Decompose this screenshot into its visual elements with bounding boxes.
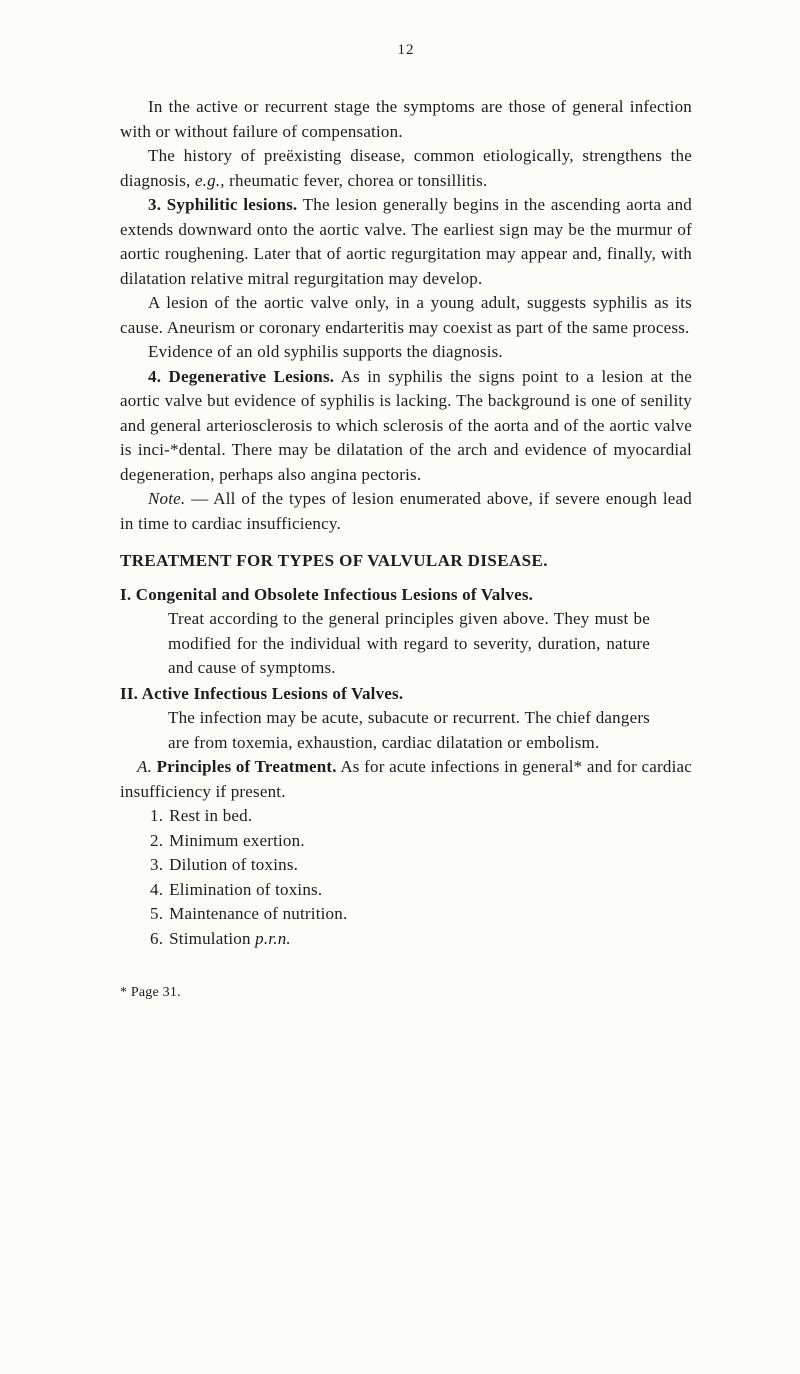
paragraph-evidence [120,340,692,365]
list-item-number: 3. [150,855,164,874]
list-item [150,853,692,878]
list-item [150,878,692,903]
list-item-text: Rest in bed. [169,806,253,825]
section-2-body: The infection may be acute, subacute or recurrent. The chief dangers are from toxemia, exhaustion, cardiac dilatation or embolism. [168,708,650,752]
list-item-text: Dilution of toxins. [169,855,299,874]
list-item-abbrev-prn: p.r.n. [255,928,291,948]
section-2-heading: II. Active Infectious Lesions of Valves. [120,683,404,703]
section-1-heading: I. Congenital and Obsolete Infectious Lesions of Valves. [120,584,534,604]
paragraph-text: In the active or recurrent stage the symptoms are those of general infection with or without failure of compensation. [120,97,692,141]
section-1-body: Treat according to the general principles given above. They must be modified for the individual with regard to severity, duration, nature and cause of symptoms. [168,609,650,677]
note-label: Note. [148,489,186,508]
list-item [150,829,692,854]
lead-degenerative-lesions: 4. Degenerative Lesions. [148,366,335,386]
footnote-page-31: * Page 31. [120,985,181,1000]
paragraph-text: Evidence of an old syphilis supports the diagnosis. [148,342,503,361]
list-item-number: 5. [150,904,164,923]
paragraph-text: The lesion generally begins in the ascending aorta and extends downward onto the aortic valve. The earliest sign may be the murmur of aortic roughening. Later that of aortic regurgitation may appear and, finally, with dilatation relative mitral regurgitation may develop. [120,195,692,288]
paragraph-text: As for acute infections in general* and for cardiac insufficiency if present. [120,757,692,801]
list-item-number: 1. [150,806,164,825]
principles-label: A. [137,757,153,776]
paragraph-text: — All of the types of lesion enumerated above, if severe enough lead in time to cardiac insufficiency. [120,489,692,533]
list-item [150,927,692,952]
list-item-number: 6. [150,928,164,948]
paragraph-text: A lesion of the aortic valve only, in a young adult, suggests syphilis as its cause. Aneurism or coronary endarteritis may coexist as part of the same process. [120,293,692,337]
paragraph-syphilitic-lesions [120,193,692,291]
paragraph-history [120,144,692,193]
paragraph-text: The history of preëxisting disease, common etiologically, strengthens the diagnosis, [120,146,692,190]
page-content [120,95,692,1006]
list-item-text: Stimulation [169,928,256,948]
paragraph-principles-of-treatment [120,755,692,804]
principles-list [150,804,692,951]
paragraph-active-stage [120,95,692,144]
principles-lead: Principles of Treatment. [152,757,337,776]
list-item-number: 2. [150,830,164,850]
list-item-text: Minimum exertion. [169,830,305,850]
list-item-text: Maintenance of nutrition. [169,904,348,923]
lead-syphilitic-lesions: 3. Syphilitic lesions. [148,195,298,214]
list-item [150,902,692,927]
list-item [150,804,692,829]
treatment-heading: TREATMENT FOR TYPES OF VALVULAR DISEASE. [120,551,548,570]
paragraph-aortic-lesion [120,291,692,340]
list-item-text: Elimination of toxins. [169,879,323,899]
list-item-number: 4. [150,879,164,899]
paragraph-note [120,487,692,536]
paragraph-text: rheumatic fever, chorea or tonsillitis. [224,170,488,190]
paragraph-text: As in syphilis the signs point to a lesion at the aortic valve but evidence of syphilis is lacking. The background is one of senility and general arteriosclerosis to which sclerosis of the aorta and of the aortic valve is inci-*dental. There may be dilatation of the arch and evidence of myocardial degeneration, perhaps also angina pectoris. [120,366,692,484]
page-number: 12 [397,42,415,58]
paragraph-degenerative-lesions [120,365,692,488]
italic-eg: e.g., [194,170,225,190]
